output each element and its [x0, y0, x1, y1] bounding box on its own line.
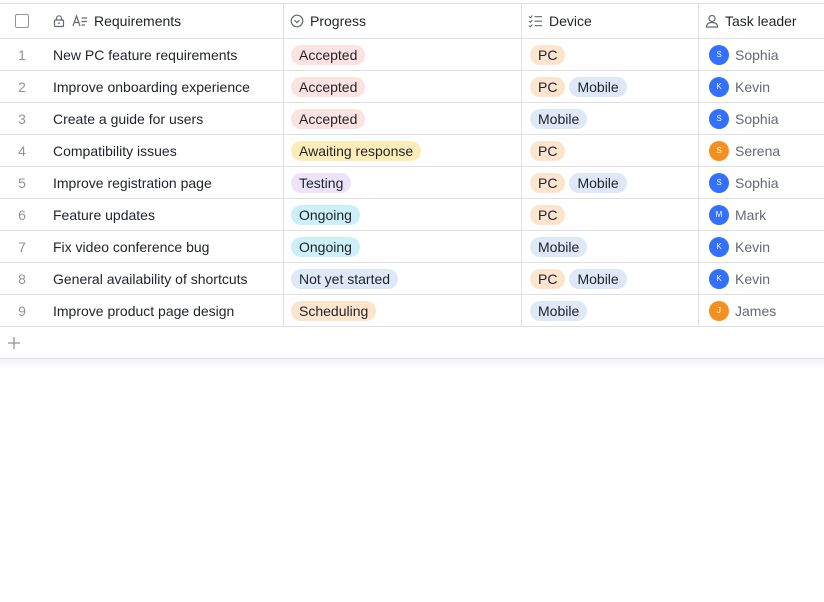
- task-leader-cell[interactable]: [698, 199, 824, 230]
- task-leader-cell[interactable]: [698, 135, 824, 166]
- task-leader-name: Serena: [735, 142, 781, 159]
- task-leader-cell[interactable]: [698, 167, 824, 198]
- device-cell[interactable]: [521, 295, 697, 326]
- device-tag: Mobile: [569, 77, 626, 97]
- add-row-button[interactable]: [0, 327, 824, 359]
- row-index: 2: [18, 78, 26, 95]
- device-tag: PC: [530, 141, 565, 161]
- requirement-cell[interactable]: Feature updates: [53, 206, 155, 223]
- avatar: K: [709, 77, 729, 97]
- device-cell[interactable]: [521, 199, 697, 230]
- text-field-icon: [72, 14, 88, 28]
- progress-tag: Scheduling: [291, 301, 376, 321]
- lock-icon: [52, 14, 66, 28]
- avatar: S: [709, 109, 729, 129]
- person-icon: [705, 14, 719, 28]
- avatar: K: [709, 237, 729, 257]
- avatar: K: [709, 269, 729, 289]
- progress-cell[interactable]: [283, 263, 520, 294]
- progress-cell[interactable]: [283, 135, 520, 166]
- table-row[interactable]: [0, 103, 824, 135]
- device-tag: PC: [530, 269, 565, 289]
- plus-icon: [7, 336, 21, 350]
- progress-tag: Ongoing: [291, 205, 360, 225]
- circle-check-icon: [290, 14, 304, 28]
- select-all-cell[interactable]: [0, 4, 44, 38]
- avatar: S: [709, 45, 729, 65]
- header-row: [0, 4, 824, 39]
- checklist-icon: [528, 14, 543, 28]
- progress-cell[interactable]: [283, 71, 520, 102]
- row-index: 1: [18, 46, 26, 63]
- column-header-requirements-label: Requirements: [94, 13, 182, 29]
- task-leader-cell[interactable]: [698, 231, 824, 262]
- row-index: 8: [18, 270, 26, 287]
- task-leader-name: Sophia: [735, 110, 779, 127]
- requirement-cell[interactable]: Improve registration page: [53, 174, 212, 191]
- device-tag: PC: [530, 173, 565, 193]
- progress-tag: Awaiting response: [291, 141, 421, 161]
- column-header-task-leader[interactable]: [698, 4, 824, 38]
- device-cell[interactable]: [521, 135, 697, 166]
- device-tag: PC: [530, 77, 565, 97]
- avatar: M: [709, 205, 729, 225]
- device-tag: Mobile: [569, 173, 626, 193]
- checkbox-icon[interactable]: [15, 14, 29, 28]
- task-leader-cell[interactable]: [698, 295, 824, 326]
- device-tag: Mobile: [569, 269, 626, 289]
- table-body: [0, 39, 824, 327]
- task-leader-cell[interactable]: [698, 103, 824, 134]
- table-row[interactable]: [0, 231, 824, 263]
- device-tag: Mobile: [530, 301, 587, 321]
- grid-bottom-shadow: [0, 359, 824, 369]
- device-tag: Mobile: [530, 109, 587, 129]
- task-leader-name: Sophia: [735, 46, 779, 63]
- requirement-cell[interactable]: Improve onboarding experience: [53, 78, 250, 95]
- avatar: J: [709, 301, 729, 321]
- device-cell[interactable]: [521, 167, 697, 198]
- requirement-cell[interactable]: Create a guide for users: [53, 110, 204, 127]
- device-tag: Mobile: [530, 237, 587, 257]
- progress-tag: Accepted: [291, 109, 365, 129]
- device-cell[interactable]: [521, 39, 697, 70]
- progress-tag: Ongoing: [291, 237, 360, 257]
- column-header-device-label: Device: [549, 13, 592, 29]
- task-leader-name: James: [735, 302, 777, 319]
- progress-cell[interactable]: [283, 231, 520, 262]
- task-leader-cell[interactable]: [698, 263, 824, 294]
- table-row[interactable]: [0, 295, 824, 327]
- task-leader-name: Sophia: [735, 174, 779, 191]
- row-index: 5: [18, 174, 26, 191]
- progress-cell[interactable]: [283, 103, 520, 134]
- progress-cell[interactable]: [283, 295, 520, 326]
- progress-cell[interactable]: [283, 199, 520, 230]
- device-cell[interactable]: [521, 263, 697, 294]
- row-index: 3: [18, 110, 26, 127]
- task-leader-cell[interactable]: [698, 71, 824, 102]
- progress-cell[interactable]: [283, 39, 520, 70]
- progress-tag: Testing: [291, 173, 351, 193]
- task-leader-name: Kevin: [735, 270, 771, 287]
- requirement-cell[interactable]: Fix video conference bug: [53, 238, 210, 255]
- table-row[interactable]: [0, 39, 824, 71]
- table-row[interactable]: [0, 263, 824, 295]
- avatar: S: [709, 173, 729, 193]
- task-leader-name: Kevin: [735, 238, 771, 255]
- task-leader-name: Kevin: [735, 78, 771, 95]
- progress-tag: Accepted: [291, 77, 365, 97]
- task-leader-name: Mark: [735, 206, 767, 223]
- device-cell[interactable]: [521, 103, 697, 134]
- requirement-cell[interactable]: Compatibility issues: [53, 142, 177, 159]
- column-header-progress[interactable]: [283, 4, 520, 38]
- device-cell[interactable]: [521, 71, 697, 102]
- row-index: 4: [18, 142, 26, 159]
- table-row[interactable]: [0, 71, 824, 103]
- column-header-device[interactable]: [521, 4, 697, 38]
- requirement-cell[interactable]: General availability of shortcuts: [53, 270, 248, 287]
- device-tag: PC: [530, 205, 565, 225]
- requirement-cell[interactable]: New PC feature requirements: [53, 46, 238, 63]
- row-index: 9: [18, 302, 26, 319]
- avatar: S: [709, 141, 729, 161]
- requirement-cell[interactable]: Improve product page design: [53, 302, 235, 319]
- row-index: 6: [18, 206, 26, 223]
- progress-cell[interactable]: [283, 167, 520, 198]
- progress-tag: Accepted: [291, 45, 365, 65]
- column-header-task-leader-label: Task leader: [725, 13, 797, 29]
- row-index: 7: [18, 238, 26, 255]
- table-row[interactable]: [0, 199, 824, 231]
- table-row[interactable]: [0, 135, 824, 167]
- column-header-progress-label: Progress: [310, 13, 367, 29]
- device-cell[interactable]: [521, 231, 697, 262]
- table-row[interactable]: [0, 167, 824, 199]
- task-leader-cell[interactable]: [698, 39, 824, 70]
- column-header-requirements[interactable]: [52, 4, 280, 38]
- device-tag: PC: [530, 45, 565, 65]
- progress-tag: Not yet started: [291, 269, 398, 289]
